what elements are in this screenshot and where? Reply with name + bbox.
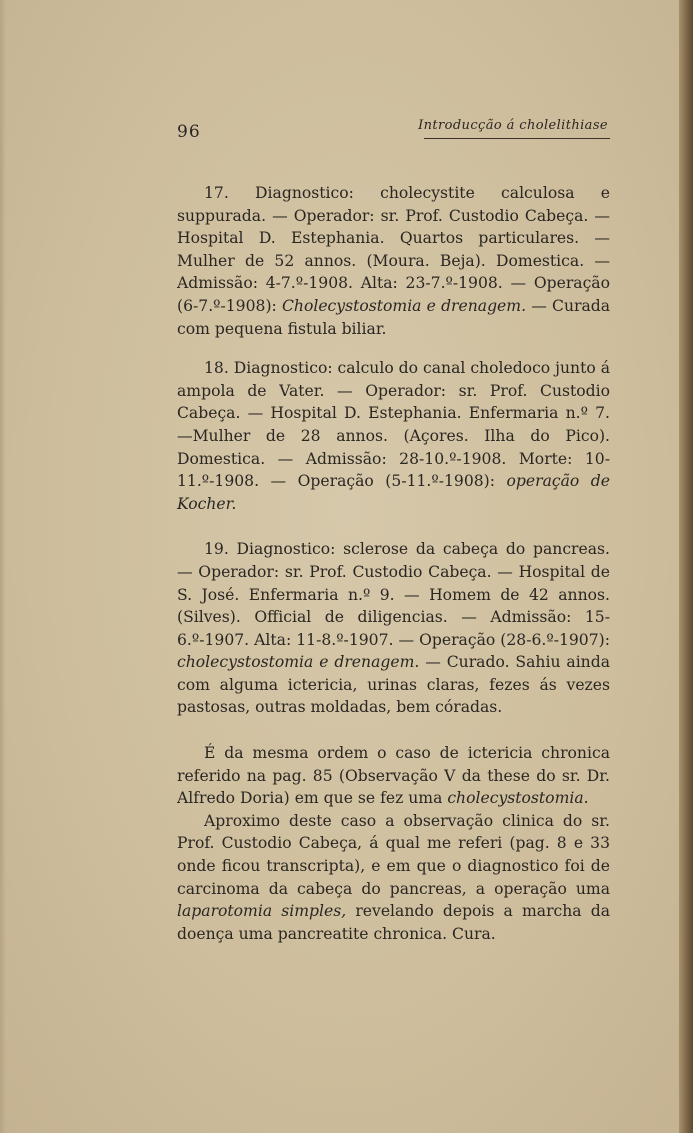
chronic-jaundice-paragraph	[177, 742, 610, 810]
case-19-outcome: — Curado. Sahiu ainda com alguma ictericia, urinas claras, fezes ás vezes pastosas, outras moldadas, bem córadas.	[177, 653, 610, 717]
clinical-observation-procedure: laparotomia simples,	[177, 902, 347, 921]
case-19-paragraph	[177, 538, 610, 719]
header-rule	[424, 138, 610, 139]
case-18-procedure: operação de Kocher.	[177, 472, 610, 513]
case-17-outcome: — Curada com pequena fistula biliar.	[177, 296, 611, 338]
running-head: Introducção á cholelithiase	[418, 118, 608, 133]
case-17-paragraph	[177, 182, 610, 340]
chronic-jaundice-text: É da mesma ordem o caso de ictericia chronica referido na pag. 85 (Observação V da these do sr. Dr. Alfredo Doria) em que se fez uma	[177, 744, 610, 808]
page-binding-shadow	[679, 0, 693, 1133]
case-19-text: 19. Diagnostico: sclerose da cabeça do pancreas. — Operador: sr. Prof. Custodio Cabeça. — Hospital de S. José. Enfermaria n.º 9. — Homem de 42 annos. (Silves). Official de diligencias. — Admissão: 15-6.º-1907. Alta: 11-8.º-1907. — Operação (28-6.º-1907):	[177, 540, 610, 649]
page-left-edge	[0, 0, 6, 1133]
case-18-text: 18. Diagnostico: calculo do canal choledoco junto á ampola de Vater. — Operador: sr. Prof. Custodio Cabeça. — Hospital D. Estephania. Enfermaria n.º 7. —Mulher de 28 annos. (Açores. Ilha do Pico). Domestica. — Admissão: 28-10.º-1908. Morte: 10-11.º-1908. — Operação (5-11.º-1908):	[177, 359, 610, 491]
body-text	[177, 182, 610, 945]
case-17-text: 17. Diagnostico: cholecystite calculosa e suppurada. — Operador: sr. Prof. Custodio Cabeça. — Hospital D. Estephania. Quartos particulares. — Mulher de 52 annos. (Moura. Beja). Domestica. — Admissão: 4-7.º-1908. Alta: 23-7.º-1908. — Operação (6-7.º-1908):	[177, 184, 610, 315]
clinical-observation-paragraph	[177, 810, 610, 946]
clinical-observation-outcome: revelando depois a marcha da doença uma pancreatite chronica. Cura.	[177, 902, 610, 943]
case-18-paragraph	[177, 357, 610, 515]
case-19-procedure: cholecystostomia e drenagem.	[177, 653, 420, 672]
page-number: 96	[177, 122, 201, 142]
case-17-procedure: Cholecystostomia e drenagem.	[281, 296, 527, 315]
clinical-observation-text: Aproximo deste caso a observação clinica do sr. Prof. Custodio Cabeça, á qual me referi (pag. 8 e 33 onde ficou transcripta), e em que o diagnostico foi de carcinoma da cabeça do pancreas, a operação uma	[177, 811, 610, 898]
chronic-jaundice-procedure: cholecystostomia.	[447, 789, 589, 808]
